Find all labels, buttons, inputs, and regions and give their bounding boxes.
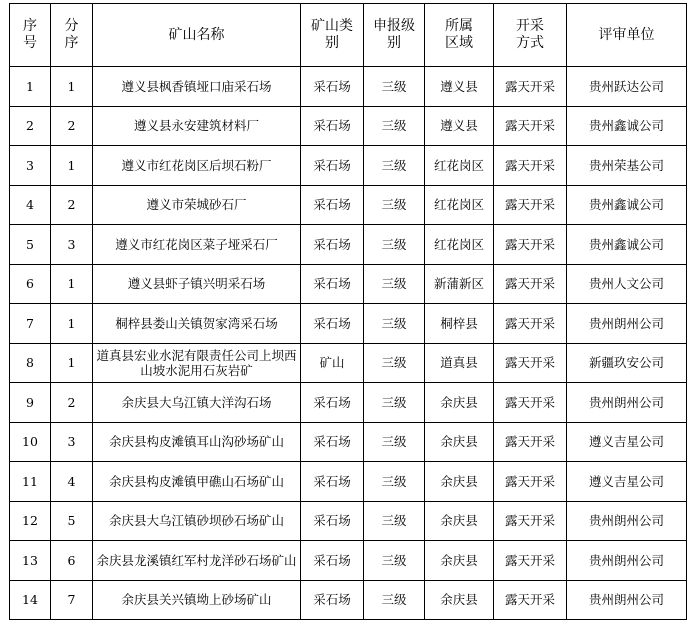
cell-level: 三级 bbox=[364, 106, 425, 146]
cell-method: 露天开采 bbox=[494, 225, 567, 265]
cell-method: 露天开采 bbox=[494, 185, 567, 225]
cell-mine-type: 采石场 bbox=[301, 106, 364, 146]
header-index: 序号 bbox=[10, 4, 51, 67]
cell-level: 三级 bbox=[364, 383, 425, 423]
cell-reviewer: 贵州荣基公司 bbox=[567, 146, 687, 186]
cell-mine-type: 采石场 bbox=[301, 67, 364, 107]
header-level: 申报级别 bbox=[364, 4, 425, 67]
cell-mine-name: 余庆县龙溪镇红军村龙洋砂石场矿山 bbox=[93, 541, 301, 581]
cell-sub-index: 1 bbox=[51, 67, 93, 107]
cell-index: 1 bbox=[10, 67, 51, 107]
cell-level: 三级 bbox=[364, 185, 425, 225]
table-row bbox=[10, 541, 687, 581]
table-row bbox=[10, 304, 687, 344]
cell-sub-index: 5 bbox=[51, 501, 93, 541]
mine-review-table bbox=[9, 3, 687, 620]
cell-mine-name: 遵义市红花岗区后坝石粉厂 bbox=[93, 146, 301, 186]
cell-region: 桐梓县 bbox=[425, 304, 494, 344]
cell-index: 3 bbox=[10, 146, 51, 186]
cell-level: 三级 bbox=[364, 462, 425, 502]
cell-index: 4 bbox=[10, 185, 51, 225]
cell-reviewer: 贵州朗州公司 bbox=[567, 304, 687, 344]
cell-mine-name: 遵义县虾子镇兴明采石场 bbox=[93, 264, 301, 304]
cell-reviewer: 贵州鑫诚公司 bbox=[567, 225, 687, 265]
cell-index: 2 bbox=[10, 106, 51, 146]
cell-mine-name: 余庆县大乌江镇大洋沟石场 bbox=[93, 383, 301, 423]
cell-reviewer: 遵义吉星公司 bbox=[567, 422, 687, 462]
cell-mine-name: 遵义市红花岗区菜子垭采石厂 bbox=[93, 225, 301, 265]
cell-reviewer: 遵义吉星公司 bbox=[567, 462, 687, 502]
cell-mine-name: 余庆县构皮滩镇耳山沟砂场矿山 bbox=[93, 422, 301, 462]
cell-region: 余庆县 bbox=[425, 422, 494, 462]
cell-level: 三级 bbox=[364, 225, 425, 265]
cell-level: 三级 bbox=[364, 264, 425, 304]
cell-method: 露天开采 bbox=[494, 580, 567, 620]
table-row bbox=[10, 146, 687, 186]
cell-sub-index: 6 bbox=[51, 541, 93, 581]
table-row bbox=[10, 106, 687, 146]
cell-mine-type: 采石场 bbox=[301, 264, 364, 304]
header-reviewer: 评审单位 bbox=[567, 4, 687, 67]
cell-mine-name: 道真县宏业水泥有限责任公司上坝西山坡水泥用石灰岩矿 bbox=[93, 343, 301, 383]
cell-region: 新蒲新区 bbox=[425, 264, 494, 304]
cell-index: 6 bbox=[10, 264, 51, 304]
table-row bbox=[10, 501, 687, 541]
table-row bbox=[10, 383, 687, 423]
cell-mine-type: 采石场 bbox=[301, 541, 364, 581]
cell-reviewer: 贵州朗州公司 bbox=[567, 383, 687, 423]
table-row bbox=[10, 462, 687, 502]
cell-level: 三级 bbox=[364, 580, 425, 620]
cell-level: 三级 bbox=[364, 422, 425, 462]
header-region: 所属区域 bbox=[425, 4, 494, 67]
cell-sub-index: 7 bbox=[51, 580, 93, 620]
cell-level: 三级 bbox=[364, 343, 425, 383]
header-sub-index: 分序 bbox=[51, 4, 93, 67]
cell-sub-index: 1 bbox=[51, 304, 93, 344]
cell-mine-type: 矿山 bbox=[301, 343, 364, 383]
cell-method: 露天开采 bbox=[494, 106, 567, 146]
cell-method: 露天开采 bbox=[494, 462, 567, 502]
cell-reviewer: 贵州朗州公司 bbox=[567, 580, 687, 620]
cell-mine-name: 余庆县构皮滩镇甲礁山石场矿山 bbox=[93, 462, 301, 502]
cell-region: 余庆县 bbox=[425, 580, 494, 620]
cell-reviewer: 贵州朗州公司 bbox=[567, 541, 687, 581]
cell-mine-type: 采石场 bbox=[301, 225, 364, 265]
cell-mine-name: 遵义县永安建筑材料厂 bbox=[93, 106, 301, 146]
cell-sub-index: 2 bbox=[51, 383, 93, 423]
header-type: 矿山类别 bbox=[301, 4, 364, 67]
cell-level: 三级 bbox=[364, 146, 425, 186]
header-name: 矿山名称 bbox=[93, 4, 301, 67]
cell-index: 8 bbox=[10, 343, 51, 383]
cell-mine-type: 采石场 bbox=[301, 146, 364, 186]
table-row bbox=[10, 67, 687, 107]
cell-index: 10 bbox=[10, 422, 51, 462]
cell-region: 红花岗区 bbox=[425, 146, 494, 186]
cell-sub-index: 4 bbox=[51, 462, 93, 502]
cell-index: 11 bbox=[10, 462, 51, 502]
cell-region: 遵义县 bbox=[425, 106, 494, 146]
cell-reviewer: 贵州朗州公司 bbox=[567, 501, 687, 541]
cell-mine-type: 采石场 bbox=[301, 501, 364, 541]
cell-mine-type: 采石场 bbox=[301, 422, 364, 462]
cell-region: 红花岗区 bbox=[425, 225, 494, 265]
cell-method: 露天开采 bbox=[494, 304, 567, 344]
header-method: 开采方式 bbox=[494, 4, 567, 67]
table-row bbox=[10, 185, 687, 225]
cell-method: 露天开采 bbox=[494, 541, 567, 581]
cell-index: 7 bbox=[10, 304, 51, 344]
table-row bbox=[10, 580, 687, 620]
cell-level: 三级 bbox=[364, 541, 425, 581]
cell-sub-index: 1 bbox=[51, 343, 93, 383]
cell-mine-type: 采石场 bbox=[301, 304, 364, 344]
cell-region: 余庆县 bbox=[425, 383, 494, 423]
cell-level: 三级 bbox=[364, 501, 425, 541]
cell-region: 遵义县 bbox=[425, 67, 494, 107]
cell-sub-index: 3 bbox=[51, 225, 93, 265]
cell-method: 露天开采 bbox=[494, 343, 567, 383]
cell-method: 露天开采 bbox=[494, 146, 567, 186]
cell-method: 露天开采 bbox=[494, 264, 567, 304]
cell-index: 14 bbox=[10, 580, 51, 620]
cell-method: 露天开采 bbox=[494, 383, 567, 423]
cell-method: 露天开采 bbox=[494, 422, 567, 462]
cell-sub-index: 2 bbox=[51, 185, 93, 225]
cell-mine-type: 采石场 bbox=[301, 580, 364, 620]
header-row bbox=[10, 4, 687, 67]
cell-reviewer: 贵州鑫诚公司 bbox=[567, 185, 687, 225]
cell-index: 13 bbox=[10, 541, 51, 581]
cell-reviewer: 贵州鑫诚公司 bbox=[567, 106, 687, 146]
cell-reviewer: 贵州人文公司 bbox=[567, 264, 687, 304]
cell-region: 余庆县 bbox=[425, 501, 494, 541]
table-row bbox=[10, 343, 687, 383]
cell-region: 余庆县 bbox=[425, 462, 494, 502]
cell-reviewer: 新疆玖安公司 bbox=[567, 343, 687, 383]
cell-region: 余庆县 bbox=[425, 541, 494, 581]
cell-region: 道真县 bbox=[425, 343, 494, 383]
cell-sub-index: 1 bbox=[51, 146, 93, 186]
cell-reviewer: 贵州跃达公司 bbox=[567, 67, 687, 107]
table-row bbox=[10, 264, 687, 304]
cell-sub-index: 3 bbox=[51, 422, 93, 462]
cell-level: 三级 bbox=[364, 67, 425, 107]
table-row bbox=[10, 422, 687, 462]
cell-mine-type: 采石场 bbox=[301, 185, 364, 225]
cell-mine-name: 遵义县枫香镇垭口庙采石场 bbox=[93, 67, 301, 107]
cell-index: 12 bbox=[10, 501, 51, 541]
cell-method: 露天开采 bbox=[494, 67, 567, 107]
cell-sub-index: 2 bbox=[51, 106, 93, 146]
cell-mine-name: 遵义市荣城砂石厂 bbox=[93, 185, 301, 225]
cell-sub-index: 1 bbox=[51, 264, 93, 304]
cell-mine-type: 采石场 bbox=[301, 462, 364, 502]
cell-region: 红花岗区 bbox=[425, 185, 494, 225]
cell-mine-name: 余庆县关兴镇坳上砂场矿山 bbox=[93, 580, 301, 620]
cell-index: 9 bbox=[10, 383, 51, 423]
cell-mine-type: 采石场 bbox=[301, 383, 364, 423]
cell-level: 三级 bbox=[364, 304, 425, 344]
cell-mine-name: 桐梓县娄山关镇贺家湾采石场 bbox=[93, 304, 301, 344]
table-row bbox=[10, 225, 687, 265]
cell-method: 露天开采 bbox=[494, 501, 567, 541]
cell-index: 5 bbox=[10, 225, 51, 265]
cell-mine-name: 余庆县大乌江镇砂坝砂石场矿山 bbox=[93, 501, 301, 541]
